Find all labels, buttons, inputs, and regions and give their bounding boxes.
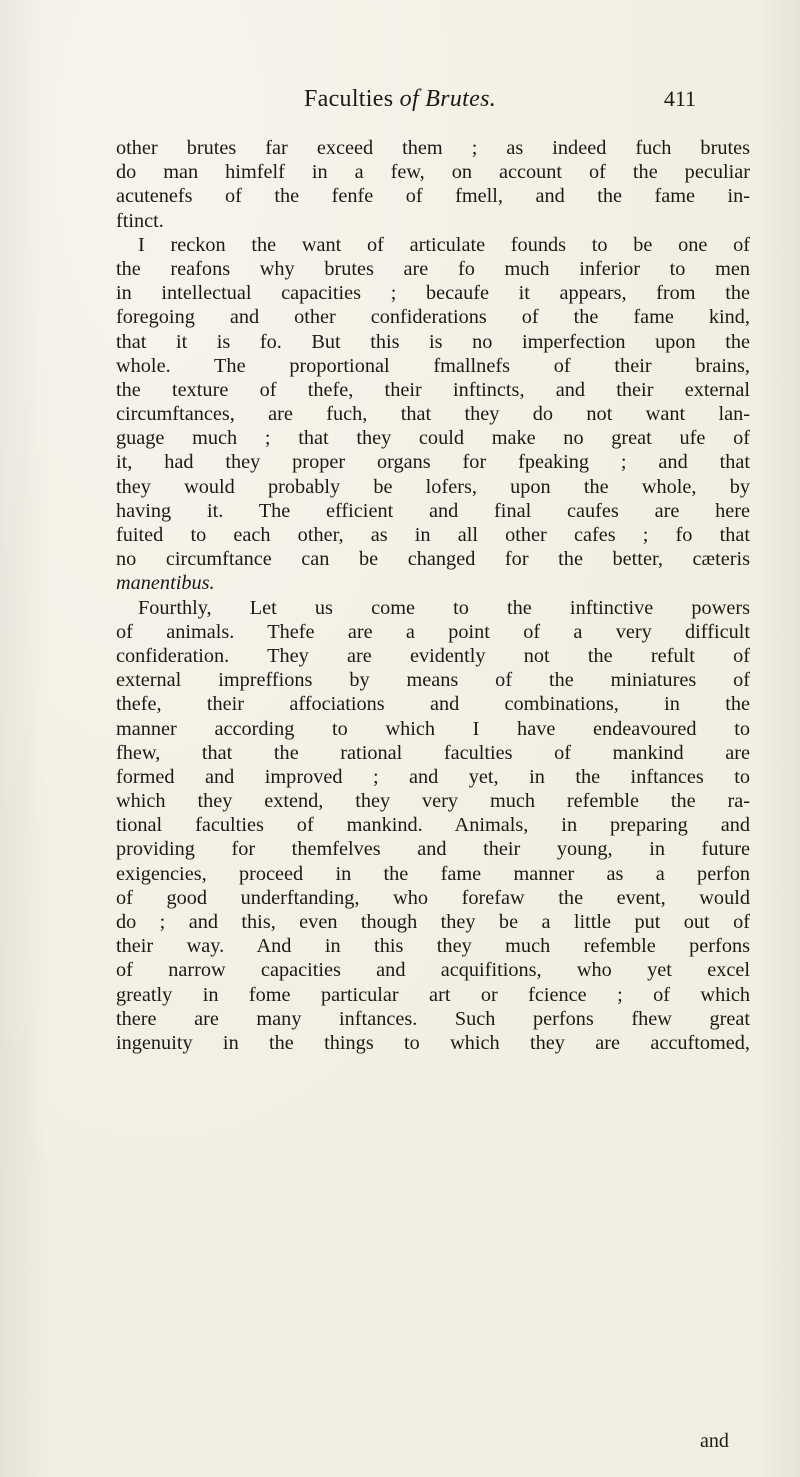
- text-line: ftinct.: [116, 209, 164, 232]
- text-line: greatly in fome particular art or fcience ; of which: [116, 983, 750, 1006]
- running-head-of: of: [399, 86, 419, 112]
- text-line: in intellectual capacities ; becaufe it appears, from the: [116, 282, 750, 305]
- text-line: exigencies, proceed in the fame manner as a perfon: [116, 862, 750, 885]
- text-line: no circumftance can be changed for the better, cæteris: [116, 548, 750, 571]
- text-line: manner according to which I have endeavoured to: [116, 717, 750, 740]
- text-line: of animals. Thefe are a point of a very difficult: [116, 620, 750, 643]
- text-line: do man himfelf in a few, on account of the peculiar: [116, 161, 750, 184]
- text-line: that it is fo. But this is no imperfection upon the: [116, 330, 750, 353]
- text-line: fhew, that the rational faculties of mankind are: [116, 741, 750, 764]
- catchword: and: [700, 1430, 729, 1452]
- text-line: of narrow capacities and acquifitions, who yet excel: [116, 959, 750, 982]
- text-line: confideration. They are evidently not the refult of: [116, 644, 750, 667]
- text-line: which they extend, they very much refemble the ra-: [116, 790, 750, 813]
- text-line: ingenuity in the things to which they are accuftomed,: [116, 1031, 750, 1054]
- text-line: the texture of thefe, their inftincts, and their external: [116, 378, 750, 401]
- text-line: it, had they proper organs for fpeaking ; and that: [116, 451, 750, 474]
- body-text: [116, 136, 750, 1055]
- text-line: thefe, their affociations and combinations, in the: [116, 693, 750, 716]
- text-line: circumftances, are fuch, that they do not want lan-: [116, 403, 750, 426]
- text-line: of good underftanding, who forefaw the event, would: [116, 886, 750, 909]
- text-line: other brutes far exceed them ; as indeed fuch brutes: [116, 137, 750, 159]
- text-line: guage much ; that they could make no great ufe of: [116, 427, 750, 450]
- running-head-prefix: Faculties: [303, 86, 394, 112]
- text-line: their way. And in this they much refemble perfons: [116, 935, 750, 958]
- text-line: providing for themfelves and their young, in future: [116, 838, 750, 861]
- running-head-subject: Brutes.: [425, 86, 497, 112]
- text-line: I reckon the want of articulate founds to be one of: [138, 233, 750, 256]
- text-line: formed and improved ; and yet, in the inftances to: [116, 765, 750, 788]
- text-line: Fourthly, Let us come to the inftinctive powers: [138, 596, 750, 619]
- text-line: having it. The efficient and final caufes are here: [116, 499, 750, 522]
- page-number: 411: [663, 86, 696, 111]
- text-line: tional faculties of mankind. Animals, in preparing and: [116, 814, 750, 837]
- text-line: they would probably be lofers, upon the whole, by: [116, 475, 750, 498]
- text-line: whole. The proportional fmallnefs of their brains,: [116, 354, 750, 377]
- text-line: acutenefs of the fenfe of fmell, and the fame in-: [116, 185, 750, 208]
- text-line: foregoing and other confiderations of the fame kind,: [116, 306, 750, 329]
- text-line: manentibus.: [116, 572, 215, 595]
- page-header: [0, 86, 800, 126]
- text-line: fuited to each other, as in all other cafes ; fo that: [116, 524, 750, 546]
- text-line: external impreffions by means of the miniatures of: [116, 669, 750, 692]
- text-line: the reafons why brutes are fo much inferior to men: [116, 257, 750, 280]
- text-line: do ; and this, even though they be a little put out of: [116, 911, 750, 933]
- text-line: there are many inftances. Such perfons fhew great: [116, 1007, 750, 1030]
